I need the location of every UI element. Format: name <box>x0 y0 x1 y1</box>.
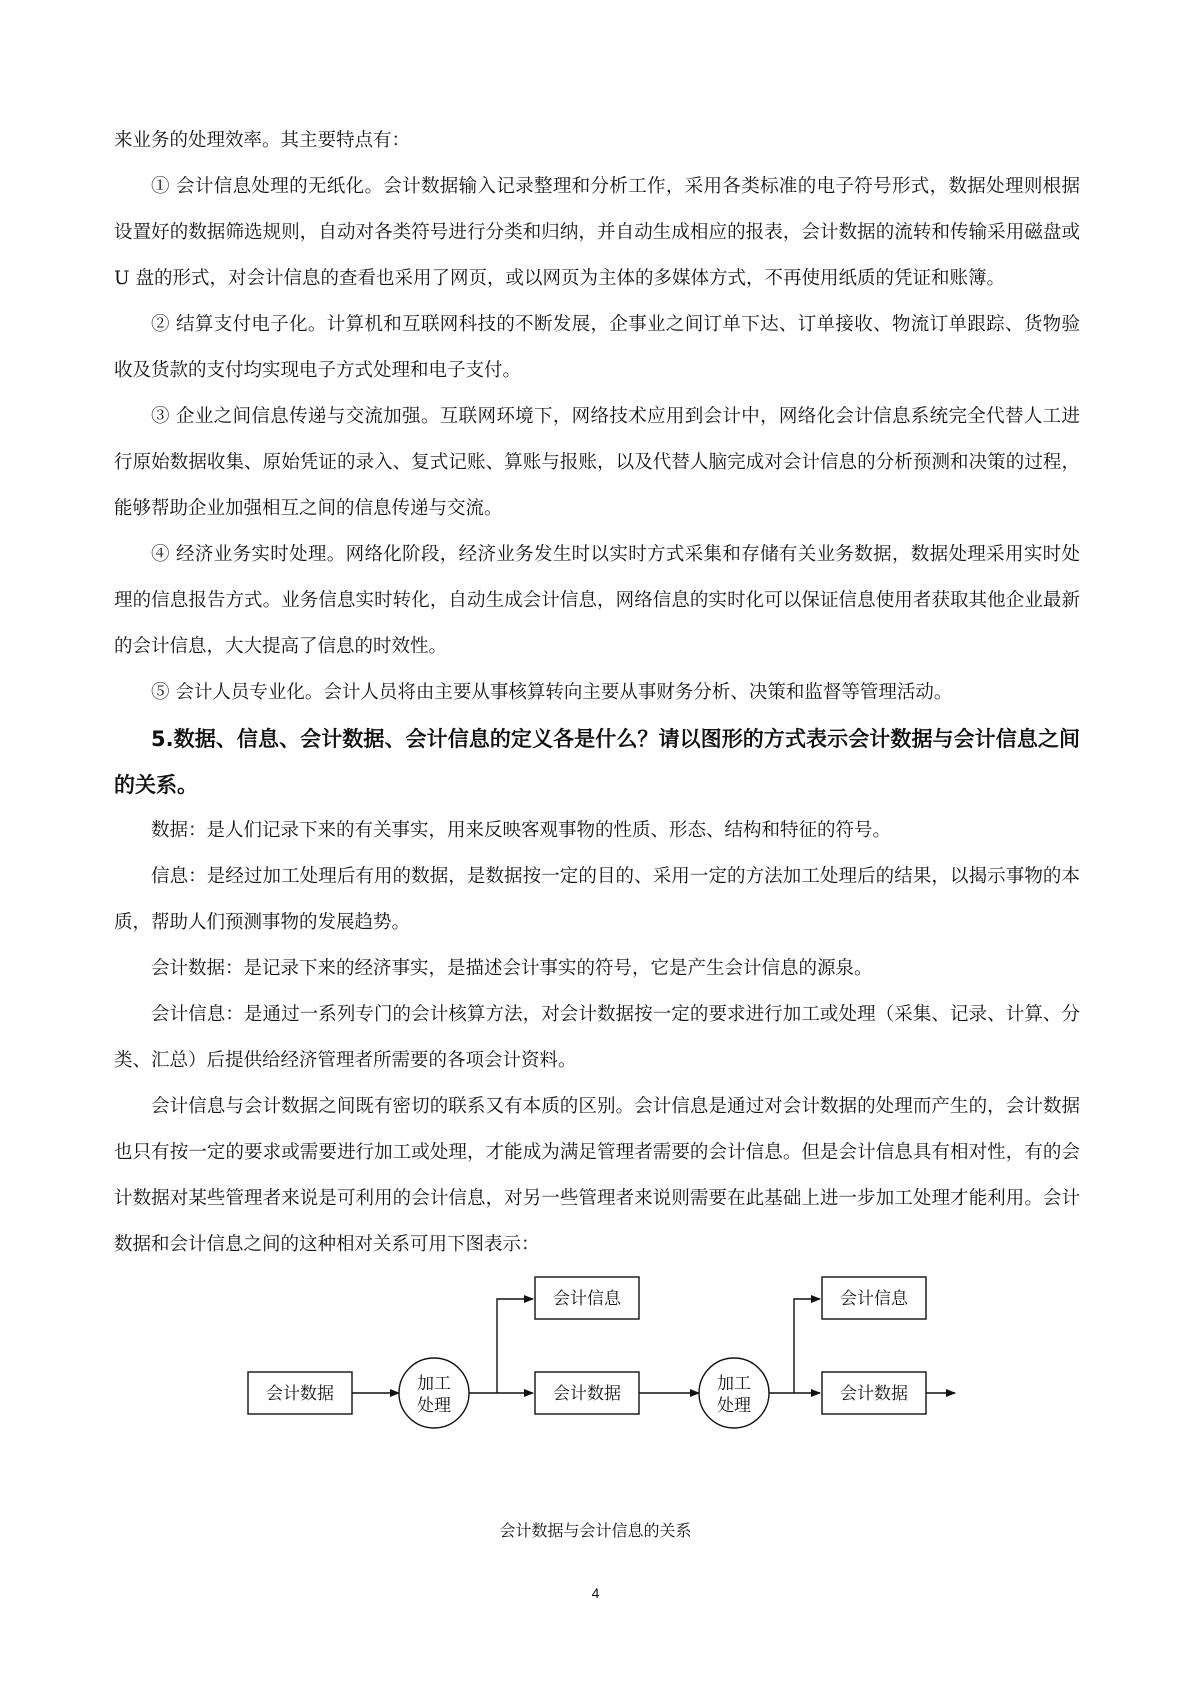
paragraph-feature-3: ③ 企业之间信息传递与交流加强。互联网环境下，网络技术应用到会计中，网络化会计信息系统完全代替人工进行原始数据收集、原始凭证的录入、复式记账、算账与报账，以及代替人脑完成对会计信息的分析预测和决策的过程，能够帮助企业加强相互之间的信息传递与交流。 <box>114 406 1080 519</box>
paragraph-feature-5: ⑤ 会计人员专业化。会计人员将由主要从事核算转向主要从事财务分析、决策和监督等管理活动。 <box>151 682 953 703</box>
diagram-box-accounting-data-3 <box>822 1372 926 1414</box>
page-number: 4 <box>591 1585 600 1601</box>
paragraph-feature-1: ① 会计信息处理的无纸化。会计数据输入记录整理和分析工作，采用各类标准的电子符号形式，数据处理则根据设置好的数据筛选规则，自动对各类符号进行分类和归纳，并自动生成相应的报表，会计数据的流转和传输采用磁盘或 U 盘的形式，对会计信息的查看也采用了网页，或以网页为主体的多媒体方式，不再使用纸质的凭证和账簿。 <box>114 176 1080 289</box>
relationship-diagram <box>0 1289 1191 1545</box>
paragraph-feature-4: ④ 经济业务实时处理。网络化阶段，经济业务发生时以实时方式采集和存储有关业务数据，数据处理采用实时处理的信息报告方式。业务信息实时转化，自动生成会计信息，网络信息的实时化可以保证信息使用者获取其他企业最新的会计信息，大大提高了信息的时效性。 <box>114 544 1080 657</box>
definition-accounting-data: 会计数据：是记录下来的经济事实，是描述会计事实的符号，它是产生会计信息的源泉。 <box>151 958 873 979</box>
diagram-box-accounting-data-2-label: 会计数据 <box>553 1384 621 1404</box>
definition-accounting-information: 会计信息：是通过一系列专门的会计核算方法，对会计数据按一定的要求进行加工或处理（采集、记录、计算、分类、汇总）后提供给经济管理者所需要的各项会计资料。 <box>114 1004 1080 1071</box>
diagram-box-accounting-info-2 <box>822 1277 926 1319</box>
question-heading: 5.数据、信息、会计数据、会计信息的定义各是什么？请以图形的方式表示会计数据与会计信息之间的关系。 <box>114 727 1080 797</box>
definition-information: 信息：是经过加工处理后有用的数据，是数据按一定的目的、采用一定的方法加工处理后的结果，以揭示事物的本质，帮助人们预测事物的发展趋势。 <box>114 866 1080 933</box>
page-body <box>114 118 1080 1268</box>
diagram-process-1 <box>399 1358 469 1428</box>
diagram-arrow-6 <box>794 1299 820 1393</box>
diagram-process-2-line1: 加工 <box>717 1374 751 1394</box>
diagram-process-2-line2: 处理 <box>717 1396 751 1416</box>
diagram-box-accounting-info-2-label: 会计信息 <box>840 1289 908 1309</box>
paragraph-intro-continuation: 来业务的处理效率。其主要特点有： <box>114 130 411 151</box>
diagram-box-accounting-data-1-label: 会计数据 <box>266 1384 334 1404</box>
diagram-box-accounting-data-1 <box>248 1372 352 1414</box>
diagram-box-accounting-data-2 <box>535 1372 639 1414</box>
diagram-process-2 <box>699 1358 769 1428</box>
paragraph-feature-2: ② 结算支付电子化。计算机和互联网科技的不断发展，企事业之间订单下达、订单接收、物流订单跟踪、货物验收及货款的支付均实现电子方式处理和电子支付。 <box>114 314 1080 381</box>
diagram-caption: 会计数据与会计信息的关系 <box>499 1521 692 1540</box>
diagram-process-1-line1: 加工 <box>417 1374 451 1394</box>
diagram-box-accounting-info-1 <box>535 1277 639 1319</box>
diagram-process-1-line2: 处理 <box>417 1396 451 1416</box>
paragraph-relationship: 会计信息与会计数据之间既有密切的联系又有本质的区别。会计信息是通过对会计数据的处理而产生的，会计数据也只有按一定的要求或需要进行加工或处理，才能成为满足管理者需要的会计信息。但是会计信息具有相对性，有的会计数据对某些管理者来说是可利用的会计信息，对另一些管理者来说则需要在此基础上进一步加工处理才能利用。会计数据和会计信息之间的这种相对关系可用下图表示： <box>114 1096 1080 1255</box>
diagram-box-accounting-info-1-label: 会计信息 <box>553 1289 621 1309</box>
diagram-box-accounting-data-3-label: 会计数据 <box>840 1384 908 1404</box>
definition-data: 数据：是人们记录下来的有关事实，用来反映客观事物的性质、形态、结构和特征的符号。 <box>151 820 892 841</box>
diagram-arrow-3 <box>497 1299 533 1393</box>
